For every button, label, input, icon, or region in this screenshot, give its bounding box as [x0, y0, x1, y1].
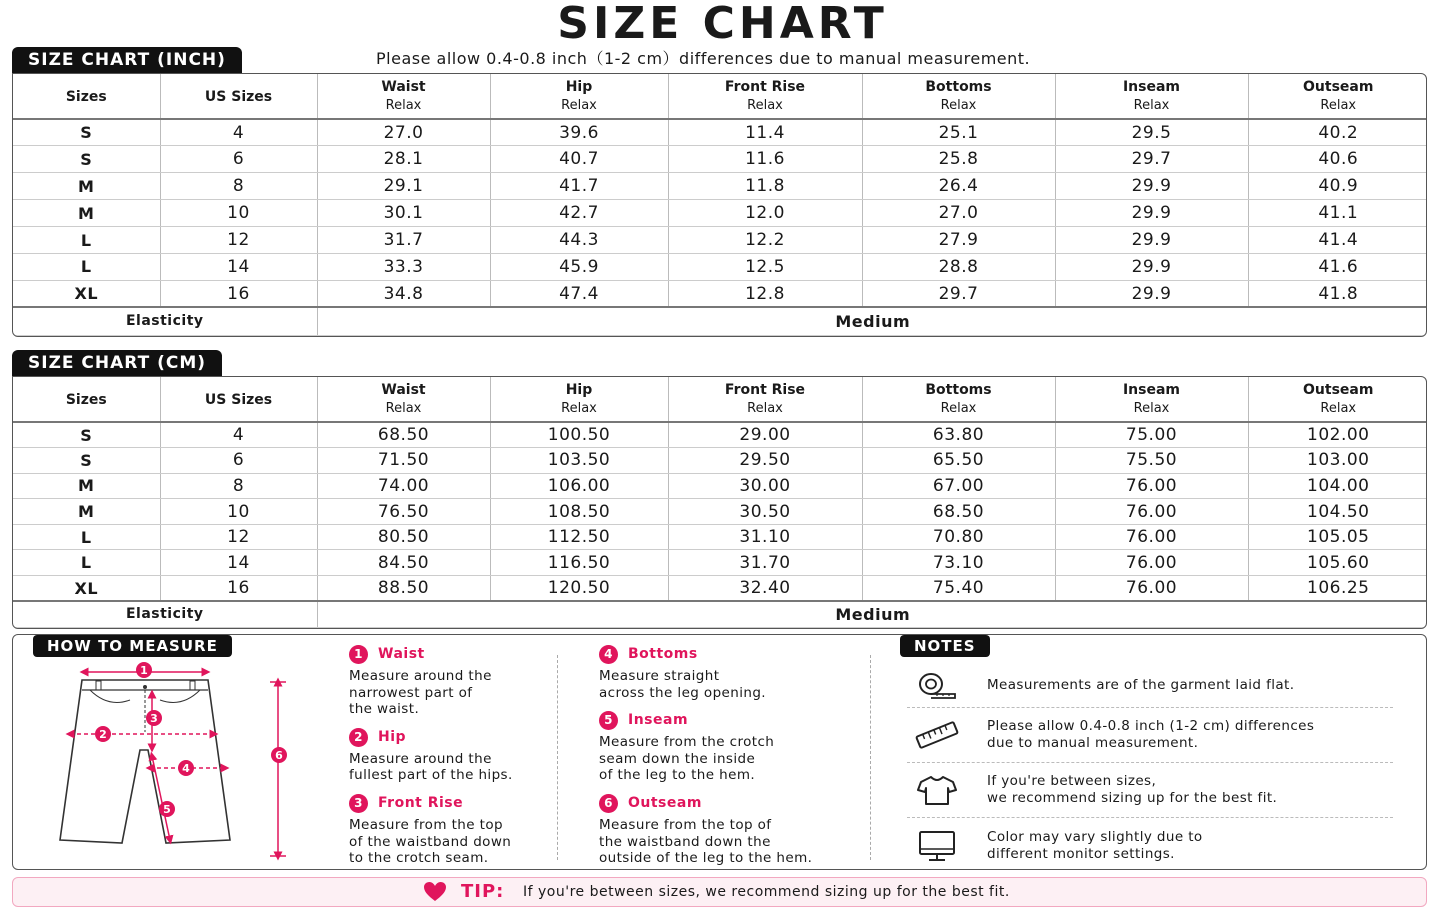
value-cell: 30.00	[668, 473, 862, 499]
size-cell: S	[13, 119, 160, 146]
value-cell: 25.1	[862, 119, 1055, 146]
size-cell: M	[13, 173, 160, 200]
table-row	[13, 227, 1427, 254]
how-to-measure-label: HOW TO MEASURE	[33, 635, 232, 657]
size-cell: S	[13, 422, 160, 448]
value-cell: 40.6	[1248, 146, 1427, 173]
size-cell: M	[13, 200, 160, 227]
value-cell: 45.9	[490, 253, 668, 280]
value-cell: 73.10	[862, 550, 1055, 576]
value-cell: 12.0	[668, 200, 862, 227]
value-cell: 11.4	[668, 119, 862, 146]
value-cell: 29.5	[1055, 119, 1248, 146]
value-cell: 11.6	[668, 146, 862, 173]
diagram-marker-3	[146, 710, 162, 726]
value-cell: 40.9	[1248, 173, 1427, 200]
front-rise-header: Front Rise Relax	[668, 74, 862, 119]
table-header-row	[13, 74, 1427, 119]
value-cell: 29.9	[1055, 280, 1248, 307]
value-cell: 84.50	[317, 550, 490, 576]
elasticity-row	[13, 601, 1427, 627]
value-cell: 32.40	[668, 576, 862, 602]
number-badge: 5	[599, 711, 618, 730]
measure-title: Hip	[378, 728, 407, 745]
table-row	[13, 146, 1427, 173]
value-cell: 25.8	[862, 146, 1055, 173]
note-text: If you're between sizes, we recommend sizing up for the best fit.	[987, 773, 1278, 806]
measure-text: Measure from the top of the waistband down the outside of the leg to the hem.	[599, 816, 813, 867]
us-size-cell: 4	[160, 422, 317, 448]
size-cell: L	[13, 550, 160, 576]
outseam-header: Outseam Relax	[1248, 377, 1427, 422]
svg-text:3: 3	[150, 712, 158, 725]
size-cell: S	[13, 146, 160, 173]
value-cell: 29.50	[668, 448, 862, 474]
value-cell: 29.9	[1055, 173, 1248, 200]
value-cell: 26.4	[862, 173, 1055, 200]
sizes-header: Sizes	[13, 377, 160, 422]
inch-table-label: SIZE CHART (INCH)	[12, 47, 242, 73]
value-cell: 120.50	[490, 576, 668, 602]
notes-label: NOTES	[900, 635, 990, 657]
measure-text: Measure straight across the leg opening.	[599, 668, 766, 701]
value-cell: 100.50	[490, 422, 668, 448]
value-cell: 104.00	[1248, 473, 1427, 499]
hip-header: Hip Relax	[490, 377, 668, 422]
value-cell: 68.50	[317, 422, 490, 448]
value-cell: 29.1	[317, 173, 490, 200]
measure-text: Measure from the top of the waistband down to the crotch seam.	[349, 816, 512, 867]
notes-list	[907, 664, 1393, 873]
value-cell: 27.0	[317, 119, 490, 146]
shorts-outline	[60, 680, 230, 843]
value-cell: 76.00	[1055, 550, 1248, 576]
table-row	[13, 200, 1427, 227]
value-cell: 106.00	[490, 473, 668, 499]
note-text: Color may vary slightly due to different monitor settings.	[987, 828, 1203, 862]
value-cell: 31.7	[317, 227, 490, 254]
value-cell: 76.00	[1055, 524, 1248, 550]
size-cell: M	[13, 499, 160, 525]
waist-header: Waist Relax	[317, 377, 490, 422]
elasticity-value: Medium	[317, 307, 1427, 335]
inseam-header: Inseam Relax	[1055, 74, 1248, 119]
table-row	[13, 473, 1427, 499]
table-row	[13, 499, 1427, 525]
value-cell: 68.50	[862, 499, 1055, 525]
svg-text:6: 6	[275, 749, 283, 762]
tip-bar	[12, 877, 1427, 907]
measure-column-1	[349, 645, 549, 877]
value-cell: 41.7	[490, 173, 668, 200]
measure-item-hip	[349, 728, 549, 784]
number-badge: 1	[349, 645, 368, 664]
heart-icon	[423, 881, 447, 903]
bottoms-header: Bottoms Relax	[862, 377, 1055, 422]
table-row	[13, 422, 1427, 448]
us-size-cell: 14	[160, 253, 317, 280]
shorts-diagram	[30, 660, 310, 866]
value-cell: 65.50	[862, 448, 1055, 474]
inseam-header: Inseam Relax	[1055, 377, 1248, 422]
value-cell: 105.05	[1248, 524, 1427, 550]
size-cell: L	[13, 253, 160, 280]
outseam-header: Outseam Relax	[1248, 74, 1427, 119]
value-cell: 102.00	[1248, 422, 1427, 448]
value-cell: 31.10	[668, 524, 862, 550]
table-row	[13, 550, 1427, 576]
value-cell: 27.0	[862, 200, 1055, 227]
measure-item-front-rise	[349, 794, 549, 867]
note-item	[907, 818, 1393, 873]
number-badge: 4	[599, 645, 618, 664]
table-row	[13, 253, 1427, 280]
us-size-cell: 4	[160, 119, 317, 146]
size-cell: L	[13, 524, 160, 550]
value-cell: 103.00	[1248, 448, 1427, 474]
value-cell: 75.00	[1055, 422, 1248, 448]
svg-text:4: 4	[182, 762, 190, 775]
page-subtitle: Please allow 0.4-0.8 inch（1-2 cm）differences due to manual measurement.	[376, 49, 1031, 68]
number-badge: 6	[599, 794, 618, 813]
measure-title: Bottoms	[628, 646, 698, 663]
svg-text:5: 5	[163, 803, 171, 816]
cm-table-label: SIZE CHART (CM)	[12, 350, 222, 376]
divider	[870, 655, 871, 860]
diagram-marker-5	[159, 801, 175, 817]
value-cell: 33.3	[317, 253, 490, 280]
elasticity-label: Elasticity	[13, 307, 317, 335]
value-cell: 70.80	[862, 524, 1055, 550]
table-row	[13, 173, 1427, 200]
us-size-cell: 6	[160, 448, 317, 474]
value-cell: 116.50	[490, 550, 668, 576]
value-cell: 76.50	[317, 499, 490, 525]
value-cell: 63.80	[862, 422, 1055, 448]
value-cell: 29.7	[1055, 146, 1248, 173]
value-cell: 80.50	[317, 524, 490, 550]
value-cell: 75.50	[1055, 448, 1248, 474]
note-text: Please allow 0.4-0.8 inch (1-2 cm) differences due to manual measurement.	[987, 718, 1315, 751]
value-cell: 41.4	[1248, 227, 1427, 254]
tshirt-icon	[917, 774, 957, 806]
measure-title: Inseam	[628, 712, 689, 729]
diagram-marker-4	[178, 760, 194, 776]
value-cell: 44.3	[490, 227, 668, 254]
page-title: SIZE CHART	[557, 0, 888, 49]
measure-item-inseam	[599, 711, 849, 784]
us-size-cell: 12	[160, 524, 317, 550]
sizes-header: Sizes	[13, 74, 160, 119]
value-cell: 108.50	[490, 499, 668, 525]
measure-title: Waist	[378, 646, 425, 663]
size-cell: L	[13, 227, 160, 254]
measure-text: Measure around the fullest part of the hips.	[349, 750, 513, 784]
tape-measure-icon	[917, 672, 957, 700]
value-cell: 27.9	[862, 227, 1055, 254]
waist-header: Waist Relax	[317, 74, 490, 119]
value-cell: 41.8	[1248, 280, 1427, 307]
value-cell: 88.50	[317, 576, 490, 602]
value-cell: 42.7	[490, 200, 668, 227]
elasticity-label: Elasticity	[13, 601, 317, 627]
diagram-marker-1	[136, 662, 152, 678]
value-cell: 30.1	[317, 200, 490, 227]
value-cell: 74.00	[317, 473, 490, 499]
value-cell: 12.8	[668, 280, 862, 307]
size-cell: XL	[13, 280, 160, 307]
size-cell: S	[13, 448, 160, 474]
inch-size-table	[12, 73, 1427, 337]
table-row	[13, 448, 1427, 474]
note-item	[907, 664, 1393, 708]
measure-text: Measure from the crotch seam down the inside of the leg to the hem.	[599, 734, 775, 784]
measure-item-bottoms	[599, 645, 849, 701]
us-size-cell: 6	[160, 146, 317, 173]
table-row	[13, 576, 1427, 602]
value-cell: 71.50	[317, 448, 490, 474]
front-rise-header: Front Rise Relax	[668, 377, 862, 422]
value-cell: 47.4	[490, 280, 668, 307]
ruler-icon	[915, 720, 959, 750]
us-size-cell: 8	[160, 173, 317, 200]
monitor-icon	[917, 830, 957, 862]
diagram-marker-6	[271, 747, 287, 763]
value-cell: 29.9	[1055, 253, 1248, 280]
measure-title: Front Rise	[378, 795, 464, 812]
value-cell: 76.00	[1055, 576, 1248, 602]
value-cell: 41.6	[1248, 253, 1427, 280]
value-cell: 12.2	[668, 227, 862, 254]
value-cell: 106.25	[1248, 576, 1427, 602]
number-badge: 3	[349, 794, 368, 813]
value-cell: 28.1	[317, 146, 490, 173]
us-size-cell: 14	[160, 550, 317, 576]
note-item	[907, 763, 1393, 818]
size-cell: M	[13, 473, 160, 499]
us-sizes-header: US Sizes	[160, 377, 317, 422]
value-cell: 29.9	[1055, 227, 1248, 254]
measure-title: Outseam	[628, 795, 702, 812]
elasticity-row	[13, 307, 1427, 335]
table-row	[13, 280, 1427, 307]
table-row	[13, 524, 1427, 550]
bottoms-header: Bottoms Relax	[862, 74, 1055, 119]
us-size-cell: 12	[160, 227, 317, 254]
value-cell: 29.7	[862, 280, 1055, 307]
us-sizes-header: US Sizes	[160, 74, 317, 119]
value-cell: 29.9	[1055, 200, 1248, 227]
us-size-cell: 8	[160, 473, 317, 499]
value-cell: 67.00	[862, 473, 1055, 499]
value-cell: 30.50	[668, 499, 862, 525]
value-cell: 104.50	[1248, 499, 1427, 525]
note-item	[907, 708, 1393, 763]
value-cell: 31.70	[668, 550, 862, 576]
cm-size-table	[12, 376, 1427, 629]
value-cell: 103.50	[490, 448, 668, 474]
measure-column-2	[599, 645, 849, 877]
measure-text: Measure around the narrowest part of the waist.	[349, 668, 492, 718]
value-cell: 28.8	[862, 253, 1055, 280]
elasticity-value: Medium	[317, 601, 1427, 627]
divider	[557, 655, 558, 860]
value-cell: 29.00	[668, 422, 862, 448]
value-cell: 105.60	[1248, 550, 1427, 576]
value-cell: 34.8	[317, 280, 490, 307]
value-cell: 41.1	[1248, 200, 1427, 227]
measure-item-outseam	[599, 794, 849, 867]
tip-label: TIP:	[461, 881, 505, 902]
value-cell: 12.5	[668, 253, 862, 280]
size-cell: XL	[13, 576, 160, 602]
us-size-cell: 16	[160, 576, 317, 602]
value-cell: 40.7	[490, 146, 668, 173]
tip-text: If you're between sizes, we recommend sizing up for the best fit.	[523, 884, 1010, 900]
svg-text:1: 1	[140, 664, 148, 677]
value-cell: 39.6	[490, 119, 668, 146]
us-size-cell: 10	[160, 200, 317, 227]
value-cell: 76.00	[1055, 473, 1248, 499]
table-row	[13, 119, 1427, 146]
table-header-row	[13, 377, 1427, 422]
note-text: Measurements are of the garment laid flat.	[987, 677, 1295, 693]
value-cell: 11.8	[668, 173, 862, 200]
us-size-cell: 16	[160, 280, 317, 307]
measure-item-waist	[349, 645, 549, 718]
us-size-cell: 10	[160, 499, 317, 525]
value-cell: 75.40	[862, 576, 1055, 602]
hip-header: Hip Relax	[490, 74, 668, 119]
value-cell: 40.2	[1248, 119, 1427, 146]
value-cell: 112.50	[490, 524, 668, 550]
number-badge: 2	[349, 728, 368, 747]
svg-text:2: 2	[99, 728, 107, 741]
diagram-marker-2	[95, 726, 111, 742]
value-cell: 76.00	[1055, 499, 1248, 525]
